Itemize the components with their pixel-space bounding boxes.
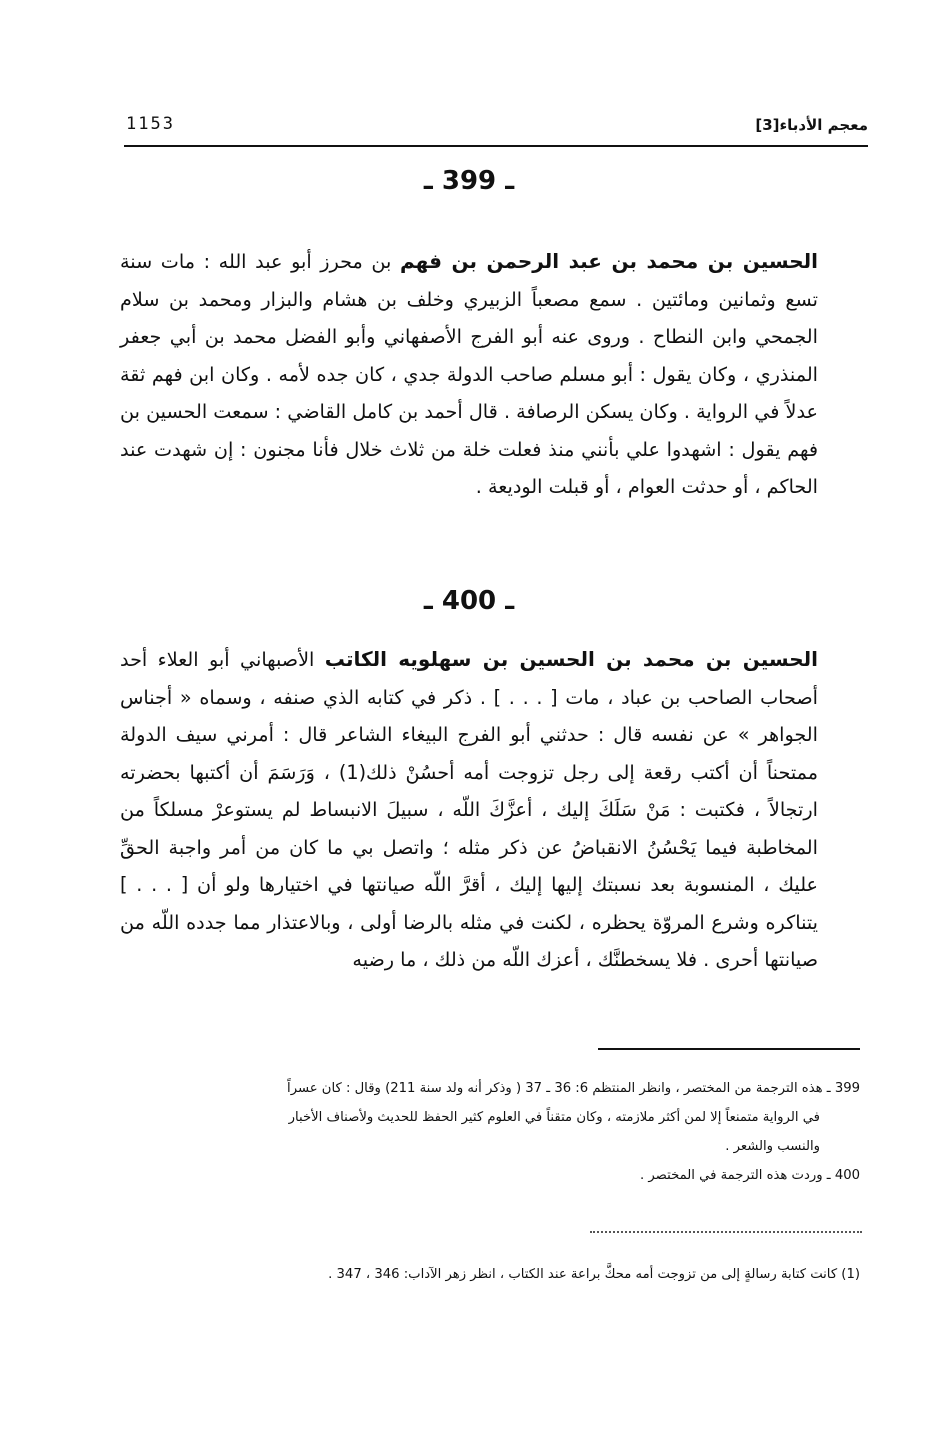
editor-notes: [120, 1074, 860, 1190]
note-line: في الرواية متمنعاً إلا لمن أكثر ملازمته ، وكان متقناً في العلوم كثير الحفظ للحديث ولأصناف الأخبار: [288, 1110, 820, 1125]
entry-name: الحسين بن محمد بن الحسين بن سهلويه الكاتب: [324, 647, 819, 671]
page-header: [118, 112, 868, 142]
entry-paragraph: [120, 243, 818, 506]
note-line: 399 ـ هذه الترجمة من المختصر ، وانظر المنتظم 6: 36 ـ 37 ( وذكر أنه ولد سنة 211) وقال : كان عسراً: [287, 1081, 860, 1096]
page-number: 1153: [126, 114, 175, 134]
footnote: [120, 1262, 860, 1288]
header-rule: [124, 145, 868, 147]
entry-400: [120, 641, 818, 979]
entry-text: الأصبهاني أبو العلاء أحد أصحاب الصاحب بن عباد ، مات [ . . . ] . ذكر في كتابه الذي صنفه ، وسماه « أجناس الجواهر » عن نفسه قال : حدثني أبو الفرج البيغاء الشاعر قال : أمرني سيف الدولة ممتحناً أن أكتب رقعة إلى رجل تزوجت أمه أحسُنْ ذلك(1) ، وَرَسَمَ أن أكتبها بحضرته ارتجالاً ، فكتبت : مَنْ سَلَكَ إليك ، أعزَّكَ اللّه ، سبيلَ الانبساط لم يستوعرْ مسلكاً من المخاطبة فيما يَحْسُنُ الانقباضُ عن ذكر مثله ؛ واتصل بي ما كان من أمر واجبة الحقِّ عليك ، المنسوبة بعد نسبتك إليها إليك ، أقرَّ اللّه صيانتها في اختيارها ولو أن [ . . . ] يتناكره وشرع المروّة يحظره ، لكنت في مثله بالرضا أولى ، وبالاعتذار مما جدده اللّه من صيانتها أحرى . فلا يسخطنَّك ، أعزك اللّه من ذلك ، ما رضيه: [120, 648, 818, 971]
entry-paragraph: [120, 641, 818, 979]
note-line: والنسب والشعر .: [725, 1139, 820, 1154]
running-title: معجم الأدباء[3]: [755, 116, 868, 134]
footnote-rule: [598, 1048, 860, 1050]
entry-name: الحسين بن محمد بن عبد الرحمن بن فهم: [400, 249, 818, 273]
entry-399: [120, 243, 818, 506]
entry-text: بن محرز أبو عبد الله : مات سنة تسع وثمانين ومائتين . سمع مصعباً الزبيري وخلف بن هشام والبزار ومحمد بن سلام الجمحي وابن النطاح . وروى عنه أبو الفرج الأصفهاني وأبو الفضل محمد بن أبي جعفر المنذري ، وكان يقول : أبو مسلم صاحب الدولة جدي ، كان جده لأمه . وكان ابن فهم ثقة عدلاً في الرواية . وكان يسكن الرصافة . قال أحمد بن كامل القاضي : سمعت الحسين بن فهم يقول : اشهدوا علي بأنني منذ فعلت خلة من ثلاث خلال فأنا مجنون : إن شهدت عند الحاكم ، أو حدثت العوام ، أو قبلت الوديعة .: [120, 250, 818, 498]
footnote-text: (1) كانت كتابة رسالةٍ إلى من تزوجت أمه محكَّ براعة عند الكتاب ، انظر زهر الآداب: 346 ، 347 .: [328, 1267, 860, 1282]
note-line: 400 ـ وردت هذه الترجمة في المختصر .: [640, 1168, 860, 1183]
entry-number-400: ـ 400 ـ: [423, 586, 515, 616]
dotted-separator: [590, 1231, 862, 1233]
entry-number-399: ـ 399 ـ: [423, 166, 515, 196]
